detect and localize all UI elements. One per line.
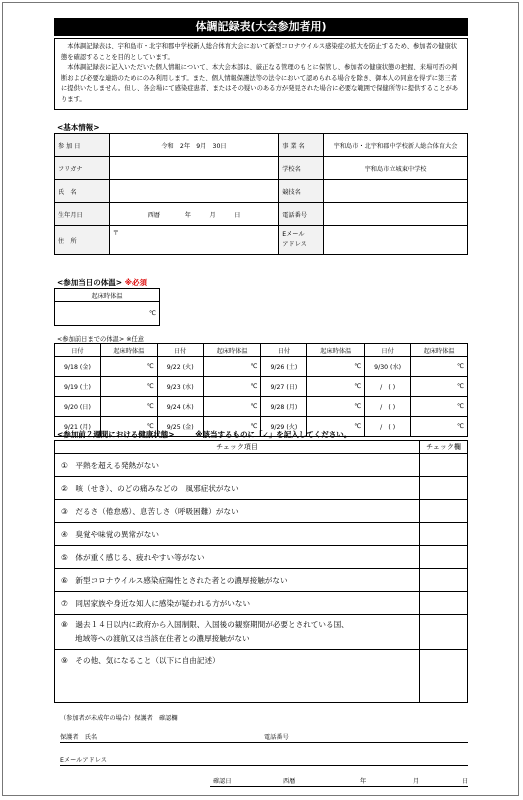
date-cell: 9/24 (木): [157, 397, 203, 417]
confirm-date-label: 確認日: [213, 778, 232, 785]
confirm-year-label: 年: [360, 778, 367, 785]
basic-info-table: [54, 133, 468, 255]
check-item-7: ⑦ 同居家族や身近な知人に感染が疑われる方がいない: [55, 592, 420, 615]
temp-cell[interactable]: ℃: [307, 417, 365, 437]
email-field[interactable]: [324, 226, 468, 255]
school-value[interactable]: 宇和島市立城東中学校: [324, 157, 468, 180]
temp-cell[interactable]: ℃: [203, 417, 261, 437]
guardian-phone-label: 電話番号: [264, 734, 289, 741]
date-value[interactable]: 令和 2年 9月 30日: [109, 134, 278, 157]
date-cell: 9/25 (金): [157, 417, 203, 437]
temp-cell[interactable]: ℃: [100, 397, 157, 417]
col-date-1: 日付: [55, 344, 101, 357]
date-cell: 9/22 (火): [157, 357, 203, 377]
label-event: 競技名: [279, 180, 324, 203]
checkbox-9[interactable]: [420, 650, 468, 703]
temp-cell[interactable]: ℃: [411, 417, 468, 437]
before-temp-table: [54, 343, 468, 437]
checkbox-6[interactable]: [420, 569, 468, 592]
guardian-name-line[interactable]: [60, 742, 468, 743]
furigana-field[interactable]: [109, 157, 278, 180]
col-temp-3: 起床時体温: [307, 344, 365, 357]
health-check-table: [54, 440, 468, 703]
label-office: 事 業 名: [279, 134, 324, 157]
today-temp-col-header: 起床時体温: [55, 289, 160, 302]
check-item-3: ③ だるさ（倦怠感）、息苦しさ（呼吸困難）がない: [55, 500, 420, 523]
temp-cell[interactable]: ℃: [307, 357, 365, 377]
check-item-4: ④ 臭覚や味覚の異常がない: [55, 523, 420, 546]
basic-info-heading: <基本情報>: [57, 123, 100, 132]
col-date-3: 日付: [261, 344, 307, 357]
check-item-9: ⑨ その他、気になること（以下に自由記述）: [55, 650, 420, 703]
birth-field[interactable]: 西暦 年 月 日: [109, 203, 278, 226]
temp-cell[interactable]: ℃: [203, 377, 261, 397]
temp-cell[interactable]: ℃: [411, 377, 468, 397]
form-title: 体調記録表(大会参加者用): [54, 18, 468, 36]
today-temp-heading: [57, 277, 147, 288]
date-cell: 9/20 (日): [55, 397, 101, 417]
confirm-month-label: 月: [413, 778, 420, 785]
check-item-6: ⑥ 新型コロナウイルス感染症陽性とされた者との濃厚接触がない: [55, 569, 420, 592]
check-item-8-line-2: 地域等への渡航又は当該在住者との濃厚接触がない: [75, 634, 250, 643]
date-cell: 9/30 (水): [365, 357, 411, 377]
date-cell[interactable]: / ( ): [365, 377, 411, 397]
label-date: 参 加 日: [55, 134, 110, 157]
health-note: ※該当するものに「✓」を記入してください。: [195, 430, 352, 439]
date-cell: 9/19 (土): [55, 377, 101, 397]
label-furigana: フリガナ: [55, 157, 110, 180]
health-heading-text: <参加前２週間における健康状態>: [57, 430, 175, 439]
check-item-2: ② 咳（せき）、のどの痛みなどの 風邪症状がない: [55, 477, 420, 500]
checkbox-1[interactable]: [420, 454, 468, 477]
confirm-day-label: 日: [462, 778, 469, 785]
date-cell: 9/26 (土): [261, 357, 307, 377]
label-email: Eメール アドレス: [279, 226, 324, 255]
temp-cell[interactable]: ℃: [203, 357, 261, 377]
office-value[interactable]: 宇和島市・北宇和郡中学校新人総合体育大会: [324, 134, 468, 157]
intro-box: [54, 38, 468, 110]
phone-field[interactable]: [324, 203, 468, 226]
guardian-email-label: Eメールアドレス: [60, 757, 107, 764]
temp-cell[interactable]: ℃: [307, 397, 365, 417]
guardian-heading: （参加者が未成年の場合）保護者 確認欄: [60, 715, 178, 722]
event-field[interactable]: [324, 180, 468, 203]
temp-cell[interactable]: ℃: [411, 357, 468, 377]
before-temp-heading: <参加前日までの体温> ※任意: [57, 336, 145, 343]
today-temp-heading-text: <参加当日の体温>: [57, 278, 123, 287]
guardian-name-label: 保護者 氏名: [60, 734, 98, 741]
col-date-4: 日付: [365, 344, 411, 357]
date-cell: 9/28 (月): [261, 397, 307, 417]
checkbox-4[interactable]: [420, 523, 468, 546]
date-cell: 9/18 (金): [55, 357, 101, 377]
today-temp-field[interactable]: ℃: [55, 302, 160, 326]
temp-cell[interactable]: ℃: [100, 357, 157, 377]
check-item-5: ⑤ 体が重く感じる、疲れやすい等がない: [55, 546, 420, 569]
check-item-1: ① 平熱を超える発熱がない: [55, 454, 420, 477]
col-temp-4: 起床時体温: [411, 344, 468, 357]
checkbox-2[interactable]: [420, 477, 468, 500]
temp-cell[interactable]: ℃: [100, 377, 157, 397]
col-check-item: チェック項目: [55, 441, 420, 454]
date-cell: 9/23 (水): [157, 377, 203, 397]
date-cell: 9/27 (日): [261, 377, 307, 397]
label-school: 学校名: [279, 157, 324, 180]
col-temp-2: 起床時体温: [203, 344, 261, 357]
col-check-box: チェック欄: [420, 441, 468, 454]
intro-paragraph-2: 本体調記録表に記入いただいた個人情報について、本大会本部は、厳正なる管理のもとに保管し、参加者の健康状態の把握、来場可否の判断および必要な連絡のためにのみ利用します。また、個人情報保護法等の法令において認められる場合を除き、御本人の同意を得ずに第三者に提供いたしません。但し、各会場にて感染症患者、またはその疑いのある方が発見された場合に必要な範囲で保健所等に提供することがあります。: [61, 64, 459, 103]
temp-cell[interactable]: ℃: [411, 397, 468, 417]
required-mark: ※必須: [124, 278, 147, 287]
checkbox-8[interactable]: [420, 615, 468, 650]
temp-cell[interactable]: ℃: [203, 397, 261, 417]
date-cell: 9/29 (火): [261, 417, 307, 437]
intro-paragraph-1: 本体調記録表は、宇和島市・北宇和郡中学校新人総合体育大会において新型コロナウイルス感染症の拡大を防止するため、参加者の健康状態を確認することを目的としています。: [61, 43, 458, 61]
date-cell[interactable]: / ( ): [365, 397, 411, 417]
today-temp-table: [54, 288, 160, 326]
col-date-2: 日付: [157, 344, 203, 357]
check-item-8: [55, 615, 420, 650]
confirm-era-label: 西暦: [283, 778, 296, 785]
checkbox-3[interactable]: [420, 500, 468, 523]
col-temp-1: 起床時体温: [100, 344, 157, 357]
confirm-date-line[interactable]: [210, 786, 468, 787]
checkbox-7[interactable]: [420, 592, 468, 615]
guardian-email-line[interactable]: [60, 765, 468, 766]
name-field[interactable]: [109, 180, 278, 203]
temp-cell[interactable]: ℃: [100, 417, 157, 437]
date-cell[interactable]: / ( ): [365, 417, 411, 437]
date-cell: 9/21 (月): [55, 417, 101, 437]
check-item-8-line-1: ⑧ 過去１４日以内に政府から入国制限、入国後の観察期間が必要とされている国、: [61, 620, 349, 629]
label-birth: 生年月日: [55, 203, 110, 226]
label-phone: 電話番号: [279, 203, 324, 226]
checkbox-5[interactable]: [420, 546, 468, 569]
address-field[interactable]: 〒: [109, 226, 278, 255]
health-heading: [57, 429, 351, 440]
temp-cell[interactable]: ℃: [307, 377, 365, 397]
label-name: 氏 名: [55, 180, 110, 203]
label-address: 住 所: [55, 226, 110, 255]
